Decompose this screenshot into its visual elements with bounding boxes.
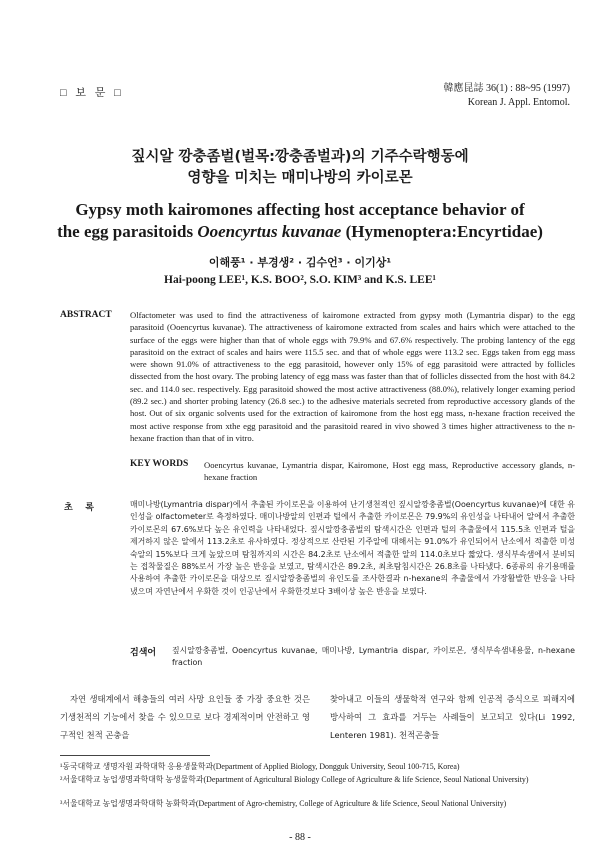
authors-english: Hai-poong LEE¹, K.S. BOO², S.O. KIM³ and K.S. LEE¹: [164, 274, 436, 286]
body-column-left: 자연 생태계에서 해충들의 여러 사망 요인들 중 가장 중요한 것은 기생천적의 기능에서 찾을 수 있으므로 보다 경제적이며 안전하고 영구적인 천적 곤충을: [60, 694, 310, 740]
body-column-right: 찾아내고 이들의 생물학적 연구와 함께 인공적 증식으로 피해지에 방사하여 그 효과를 거두는 사례들이 보고되고 있다(Li 1992, Lenteren 1981). 천적곤충들: [330, 694, 575, 740]
keywords-text: Ooencyrtus kuvanae, Lymantria dispar, Kairomone, Host egg mass, Reproductive accessory glands, n-hexane fraction: [204, 460, 575, 483]
korean-keywords-label: 검색어: [130, 648, 157, 658]
abstract-label: ABSTRACT: [60, 310, 112, 320]
citation-line-1: 韓應昆誌 36(1) : 88~95 (1997): [443, 83, 570, 94]
keywords-label: KEY WORDS: [130, 459, 189, 469]
title-english-line-2-pre: the egg parasitoids: [57, 222, 198, 241]
abstract-text: Olfactometer was used to find the attractiveness of kairomone extracted from gypsy moth (Lymantria dispar) to the egg parasitoid (Ooencyrtus kuvanae). The attractiveness of kairomone extracted from scales and hairs which were attached to the surface of the eggs were higher than that of whole eggs with 79.9% and 67.6% respectively. The probing lantency of the egg parasitoid on the extract of scales and hairs were 115.5 sec. and that of whole eggs were 113.2 sec. Eggs taken from egg mass were shown 91.0% of attractiveness to the egg parasitoid, however only 15% of egg parasitoid were attracted by follicles dissected from the host ovary. The probing latency of egg mass was faster than that of follicles dissected from the host with 84.2 sec. and 114.0 sec. respectively. Egg parasitoid showed the most active attractiveness (88.0%), relatively longer examing period (89.2 sec.) and shorter probing latency (26.8 sec.) to the adhesive materials secreted from reproductive accessory glands of the host. Out of six organic solvents used for the extraction of kairomone from the host egg mass, n-hexane fraction received the most active response from xthe egg parasitoid and the parasitoid reared in vivo showed 3 times higher attractiveness to the n-hexane fraction than that of in vitro.: [130, 310, 575, 443]
footnote-3: ³서울대학교 농업생명과학대학 농화학과(Department of Agro-chemistry, College of Agriculture & life Science, Seoul National University): [60, 799, 507, 808]
footnote-1: ¹동국대학교 생명자원 과학대학 응용생물학과(Department of Applied Biology, Dongguk University, Seoul 100-715, Korea): [60, 762, 460, 771]
footnote-2: ²서울대학교 농업생명과학대학 농생물학과(Department of Agricultural Biology College of Agriculture & life Science, Seoul National University): [60, 775, 529, 784]
korean-keywords-text: 짚시알깡충좀벌, Ooencyrtus kuvanae, 매미나방, Lymantria dispar, 카이로몬, 생식부속샘내용물, n-hexane fraction: [172, 646, 575, 668]
journal-citation: [443, 82, 570, 110]
citation-line-2: Korean J. Appl. Entomol.: [467, 97, 570, 108]
page-number: - 88 -: [289, 832, 311, 843]
korean-abstract-text: 매미나방(Lymantria dispar)에서 추출된 카이로몬을 이용하여 난기생천적인 짚시알깡충좀벌(Ooencyrtus kuvanae)에 대한 유인성을 olfactometer로 측정하였다. 매미나방알의 인편과 털에서 추출한 카이로몬은 79.9%의 유인성을 나타내어 알에서 추출한 카이로몬의 67.6%보다 높은 유인력을 나타내었다. 짚시알깡충좀벌의 탐색시간은 인편과 털의 추출물에서 115.5초 인편과 털을 제거하지 않은 알에서 113.2초로 유사하였다. 정상적으로 산란된 기주알에 대해서는 91.0%가 유인되어서 난소에서 적출한 미성숙알의 15%보다 크게 높았으며 탐침까지의 시간은 84.2초로 난소에서 적출한 알의 114.0초보다 짧았다. 생식부속샘에서 분비되는 접착물질은 88%로서 가장 높은 반응을 보였고, 탐색시간은 89.2초, 최초탐침시간은 26.8초를 나타냈다. 6종류의 유기용매를 사용하여 추출한 카이로몬을 대상으로 짚시알깡충좀벌의 유인도를 조사한결과 n-hexane의 추출물에서 가장활발한 반응을 나타냈으며 자연난에서 우화한 것이 인공난에서 우화한것보다 3배이상 높은 반응을 보였다.: [130, 500, 575, 596]
title-english-species: Ooencyrtus kuvanae: [197, 222, 342, 241]
korean-abstract-label: 초 록: [64, 503, 94, 513]
title-korean-line-1: 짚시알 깡충좀벌(벌목:깡충좀벌과)의 기주수락행동에: [131, 149, 469, 165]
title-english: [0, 199, 600, 243]
title-korean-line-2: 영향을 미치는 매미나방의 카이로몬: [187, 170, 413, 186]
footnote-divider: [60, 755, 210, 756]
title-english-line-1: Gypsy moth kairomones affecting host acceptance behavior of: [75, 200, 525, 219]
title-korean: [0, 147, 600, 189]
section-label: □ 보 문 □: [60, 87, 124, 99]
authors-korean: 이해풍¹ · 부경생² · 김수언³ · 이기상¹: [208, 256, 392, 269]
title-english-line-2-post: (Hymenoptera:Encyrtidae): [341, 222, 543, 241]
title-english-line-2: [0, 221, 600, 243]
